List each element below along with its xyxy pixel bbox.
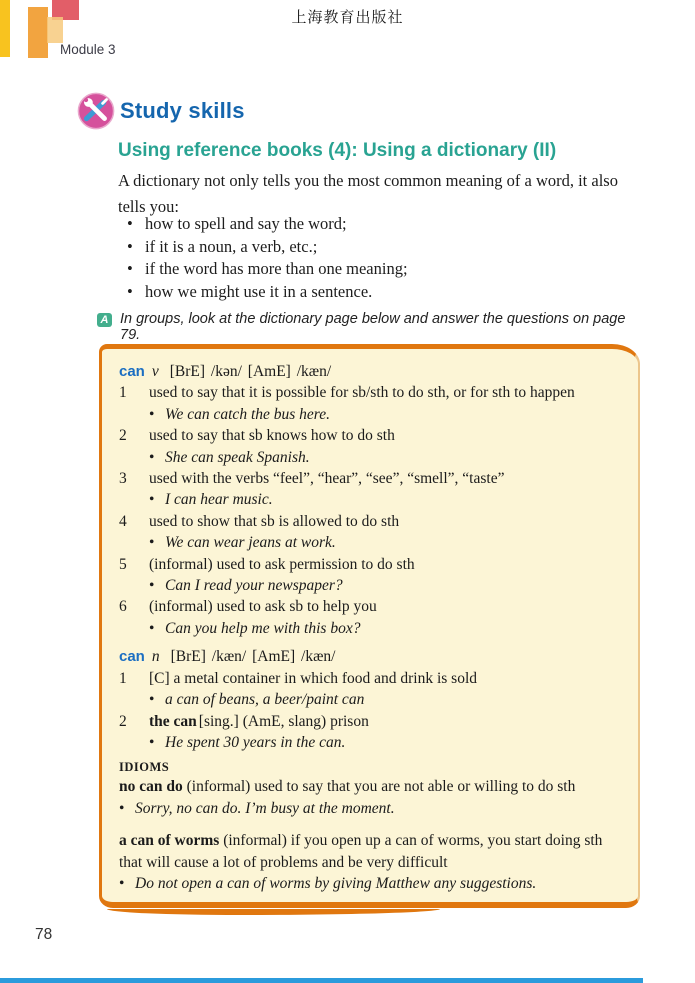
bullet-icon: •: [149, 491, 155, 509]
study-skills-header: [77, 92, 245, 130]
example-text: Can I read your newspaper?: [165, 577, 343, 595]
sense-definition: [149, 668, 624, 689]
bullet-icon: •: [149, 577, 155, 595]
example-text: Do not open a can of worms by giving Matthew any suggestions.: [135, 874, 537, 892]
example-row: [119, 404, 624, 425]
idiom-example-row: [119, 798, 624, 819]
sense-definition: [149, 554, 624, 575]
sense-row: [119, 511, 624, 532]
example-row: [119, 447, 624, 468]
example-row: [119, 489, 624, 510]
headword: can: [119, 648, 145, 666]
sense-definition: [149, 468, 624, 489]
sense-definition: [149, 382, 624, 403]
sense-row: [119, 382, 624, 403]
intro-paragraph: A dictionary not only tells you the most common meaning of a word, it also tells you:: [118, 171, 618, 216]
exercise-a-instruction: In groups, look at the dictionary page below and answer the questions on page 79.: [120, 311, 626, 343]
definition-text: used to show that sb is allowed to do sth: [149, 512, 400, 530]
example-text: She can speak Spanish.: [165, 448, 310, 466]
example-text: We can wear jeans at work.: [165, 534, 336, 552]
pronunciation: [BrE] /kən/ [AmE] /kæn/: [169, 363, 332, 380]
sense-row: [119, 468, 624, 489]
headword-line: [119, 646, 624, 667]
example-row: [119, 532, 624, 553]
definition-text: [C] a metal container in which food and drink is sold: [149, 669, 478, 687]
sense-row: [119, 554, 624, 575]
sense-row: [119, 668, 624, 689]
section-heading: Using reference books (4): Using a dictionary (II): [118, 140, 557, 161]
example-text: He spent 30 years in the can.: [165, 733, 346, 751]
bullet-icon: •: [149, 405, 155, 423]
headword: can: [119, 363, 145, 380]
idioms-label: IDIOMS: [119, 760, 170, 775]
bullet-item: • if the word has more than one meaning;: [118, 258, 626, 281]
bullet-icon: •: [119, 874, 125, 892]
sense-number: 3: [119, 470, 127, 488]
sense-row: [119, 596, 624, 617]
definition-text: (informal) used to ask permission to do sth: [149, 555, 415, 573]
bullet-icon: •: [149, 619, 155, 637]
idiom-definition: (informal) used to say that you are not able or willing to do sth: [186, 778, 576, 796]
dictionary-box: [99, 344, 640, 908]
bullet-item: • if it is a noun, a verb, etc.;: [118, 236, 626, 259]
example-text: a can of beans, a beer/paint can: [165, 691, 365, 709]
idiom-example-row: [119, 873, 624, 894]
sense-definition: [149, 711, 624, 732]
definition-text: used to say that sb knows how to do sth: [149, 427, 395, 445]
sense-number: 5: [119, 555, 127, 573]
sense-number: 2: [119, 712, 127, 730]
sense-number: 4: [119, 512, 127, 530]
bullet-icon: •: [119, 799, 125, 817]
example-text: Can you help me with this box?: [165, 619, 361, 637]
module-label: Module 3: [60, 42, 116, 57]
definition-text: [sing.] (AmE, slang) prison: [198, 712, 369, 730]
bullet-item: • how to spell and say the word;: [118, 213, 626, 236]
definition-text: used with the verbs “feel”, “hear”, “see”, “smell”, “taste”: [149, 470, 505, 488]
example-text: We can catch the bus here.: [165, 405, 330, 423]
example-row: [119, 732, 624, 753]
headword-line: [119, 361, 624, 382]
part-of-speech: n: [151, 648, 160, 666]
tools-icon: [77, 92, 115, 130]
exercise-a: [97, 311, 642, 343]
sense-definition: [149, 425, 624, 446]
publisher-name: 上海教育出版社: [291, 10, 404, 26]
sense-definition: [149, 511, 624, 532]
sense-number: 6: [119, 598, 127, 616]
bold-phrase: the can: [149, 712, 197, 730]
bullet-icon: •: [149, 733, 155, 751]
idiom-phrase: a can of worms: [119, 832, 220, 850]
exercise-a-badge: A: [97, 313, 112, 327]
definition-text: (informal) used to ask sb to help you: [149, 598, 377, 616]
example-row: [119, 689, 624, 710]
pronunciation: [BrE] /kæn/ [AmE] /kæn/: [170, 648, 336, 666]
idiom: [119, 776, 624, 797]
idiom: [119, 830, 624, 873]
sense-row: [119, 711, 624, 732]
example-text: Sorry, no can do. I’m busy at the moment.: [135, 799, 395, 817]
sense-number: 1: [119, 384, 127, 402]
sense-definition: [149, 596, 624, 617]
idiom-definition: (informal) if you open up a can of worms, you start doing sth that will cause a lot of problems and be very difficult: [119, 832, 603, 871]
bullet-icon: •: [149, 448, 155, 466]
bullet-icon: •: [149, 691, 155, 709]
part-of-speech: v: [151, 363, 159, 380]
idiom-phrase: no can do: [119, 778, 183, 796]
example-text: I can hear music.: [165, 491, 273, 509]
bullet-icon: •: [149, 534, 155, 552]
sense-number: 2: [119, 427, 127, 445]
sense-number: 1: [119, 669, 127, 687]
example-row: [119, 575, 624, 596]
sense-row: [119, 425, 624, 446]
example-row: [119, 618, 624, 639]
definition-text: used to say that it is possible for sb/sth to do sth, or for sth to happen: [149, 384, 575, 402]
bullet-item: • how we might use it in a sentence.: [118, 281, 626, 304]
feature-bullet-list: [118, 213, 626, 303]
study-skills-title: Study skills: [120, 98, 245, 123]
page-number: 78: [35, 926, 53, 943]
footer-accent-bar: [0, 978, 643, 983]
